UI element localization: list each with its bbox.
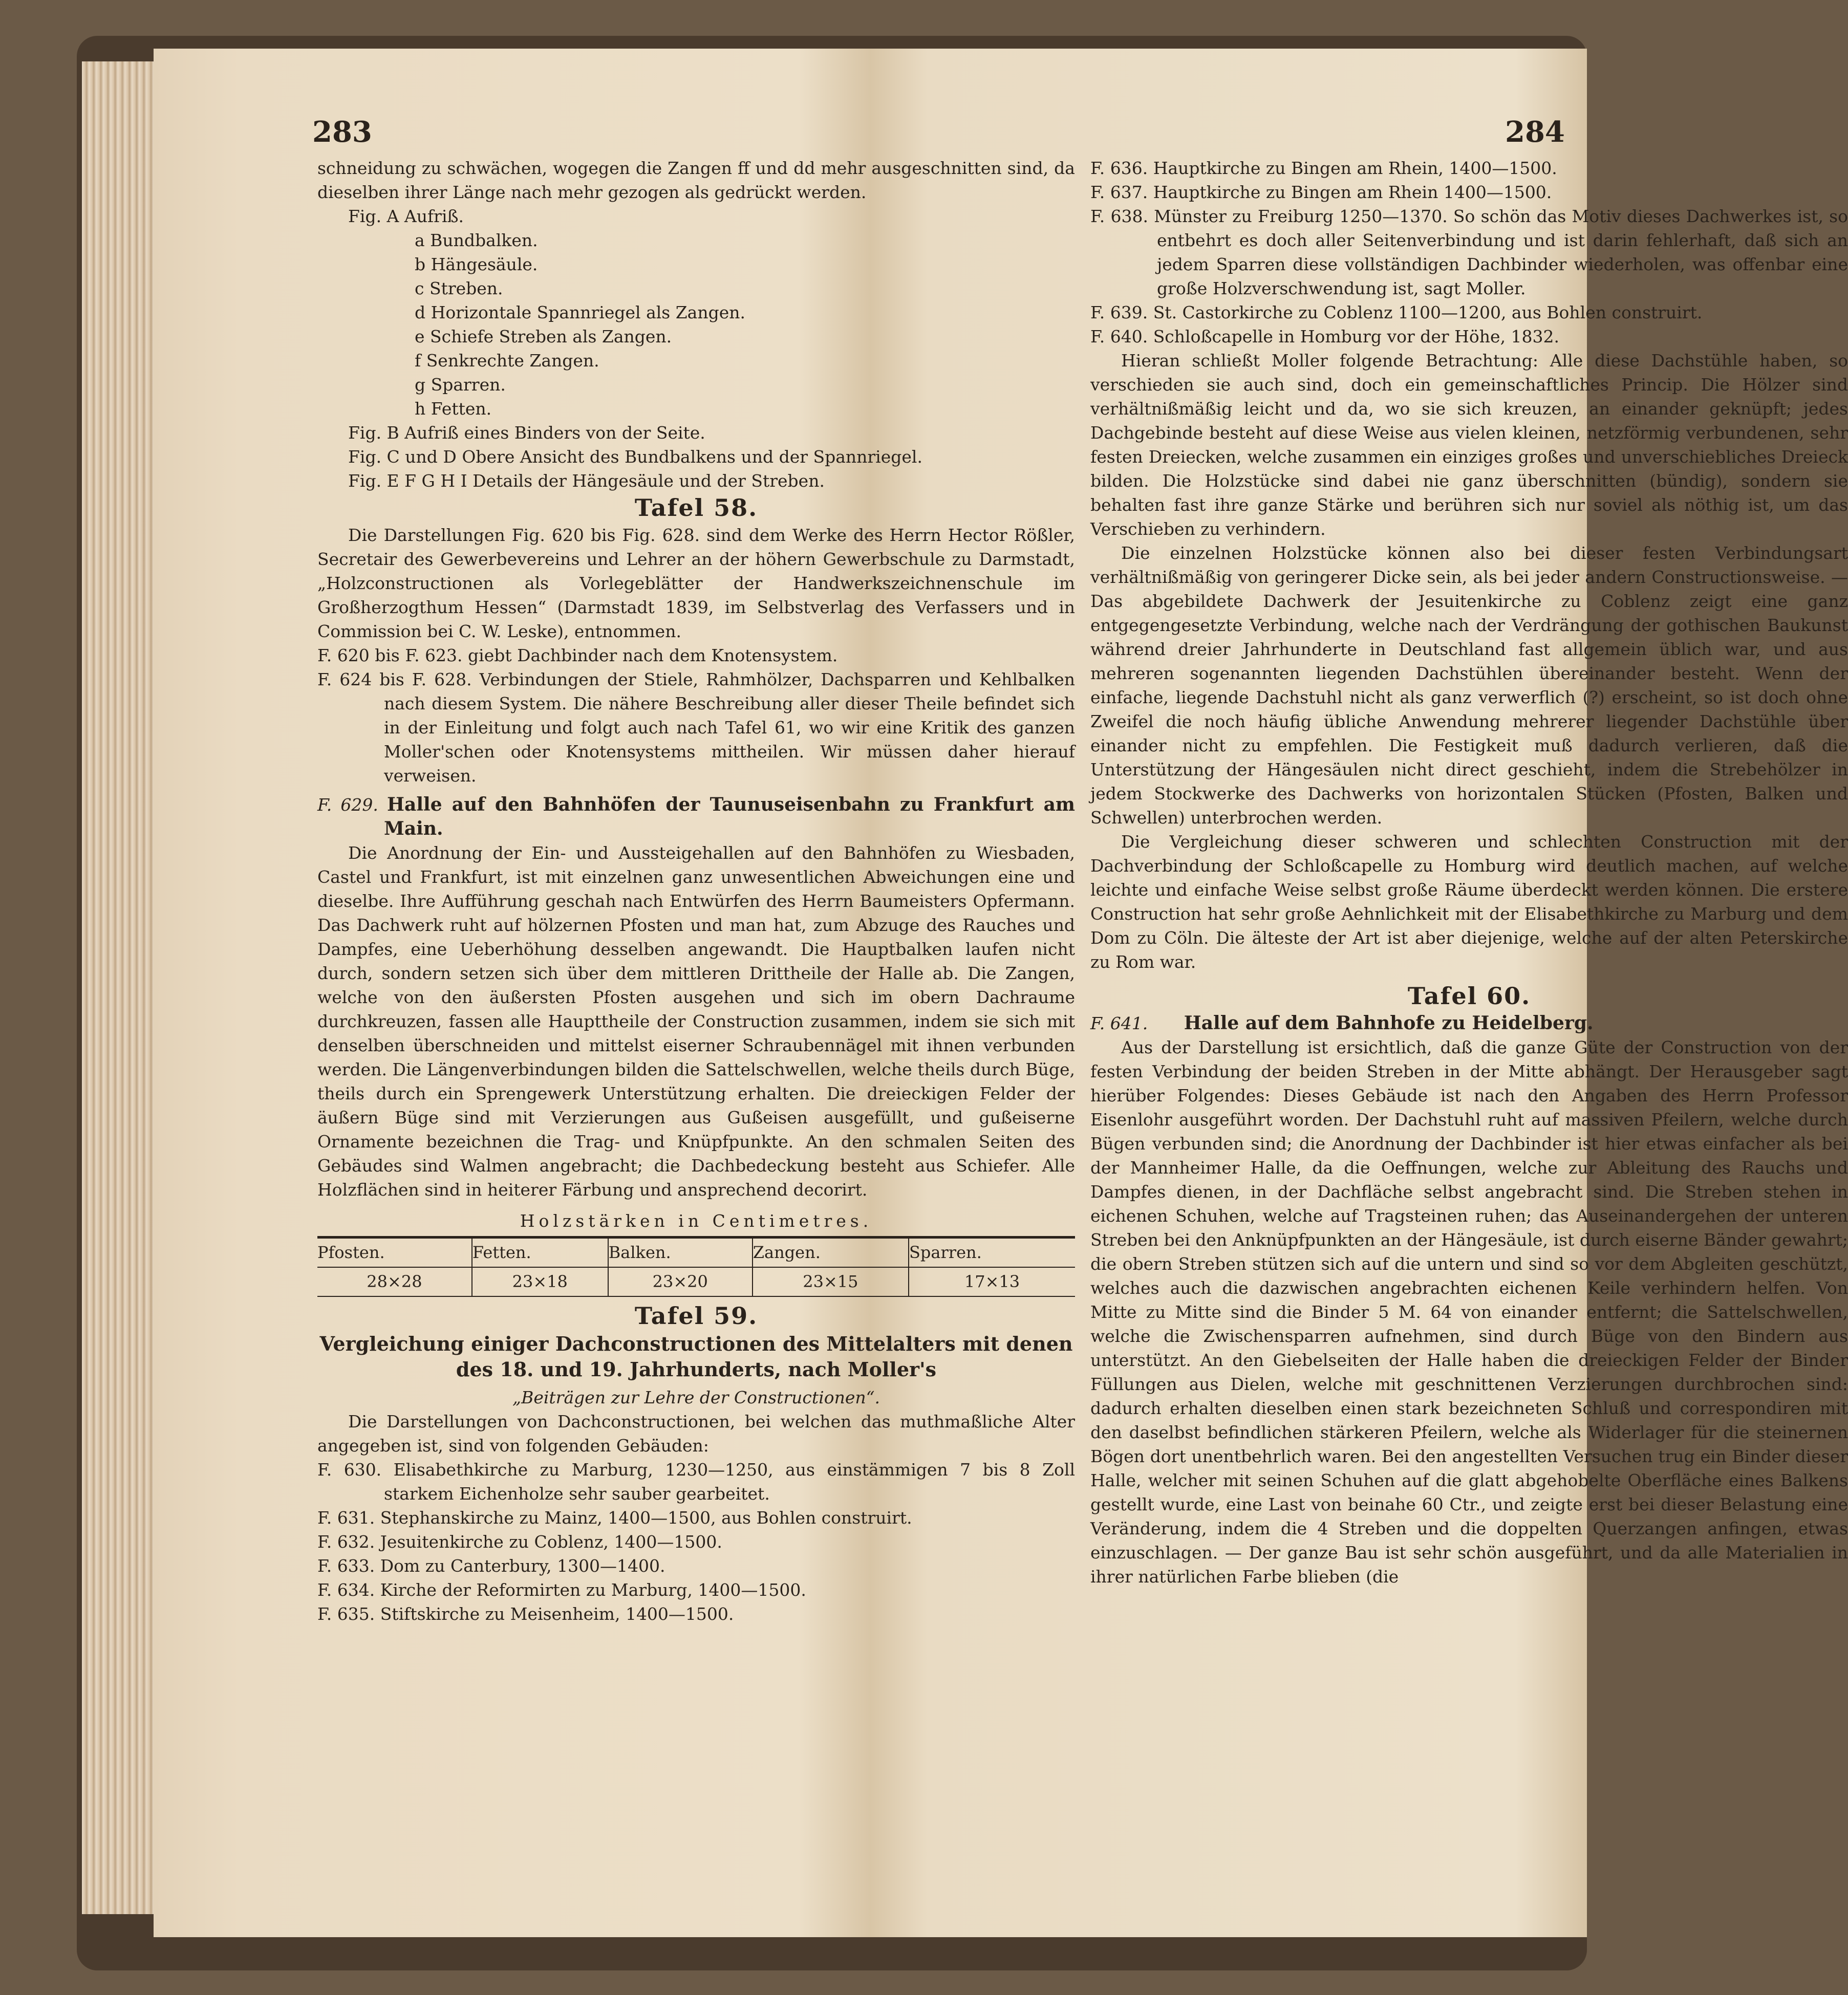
figure-entry: F. 631. Stephanskirche zu Mainz, 1400—1500, aus Bohlen construirt. (317, 1508, 912, 1528)
table-cell: 23×15 (753, 1267, 909, 1296)
figure-caption: Fig. E F G H I Details der Hängesäule und der Streben. (348, 471, 825, 491)
section-subheading: „Beiträgen zur Lehre der Constructionen“. (512, 1387, 880, 1407)
section-heading: Vergleichung einiger Dachconstructionen des Mittelalters mit denen des 18. und 19. Jahrhunderts, nach Moller's (319, 1332, 1073, 1381)
figure-entry: F. 630. Elisabethkirche zu Marburg, 1230—1250, aus einstämmigen 7 bis 8 Zoll starkem Eichenholze sehr sauber gearbeitet. (317, 1460, 1075, 1504)
paragraph: schneidung zu schwächen, wogegen die Zangen ff und dd mehr ausgeschnitten sind, da dieselben ihrer Länge nach mehr gezogen als gedrückt werden. (317, 158, 1075, 202)
left-column (317, 156, 1075, 1626)
timber-dimensions-table (317, 1236, 1075, 1297)
plate-heading: Tafel 59. (634, 1302, 758, 1330)
section-heading: Halle auf den Bahnhöfen der Taunuseisenbahn zu Frankfurt am Main. (384, 794, 1075, 839)
page-number-left: 283 (312, 115, 372, 149)
plate-heading: Tafel 60. (1407, 982, 1531, 1010)
table-row (317, 1267, 1075, 1296)
legend-item: c Streben. (415, 278, 503, 298)
table-cell: 23×18 (472, 1267, 608, 1296)
paragraph: Hieran schließt Moller folgende Betrachtung: Alle diese Dachstühle haben, so verschieden sie auch sind, doch ein gemeinschaftliches Princip. Die Hölzer sind verhältnißmäßig leicht und da, wo sie sich kreuzen, an einander geknüpft; jedes Dachgebinde besteht auf diese Weise aus vielen kleinen, netzförmig verbundenen, sehr festen Dreiecken, welche zusammen ein einziges großes und unverschiebliches Dreieck bilden. Die Holzstücke sind dabei nie ganz überschnitten (bündig), sondern sie behalten fast ihre ganze Stärke und berühren sich nur soviel als nöthig ist, um das Verschieben zu verhindern. (1090, 351, 1848, 539)
figure-entry-heading (317, 793, 1075, 841)
table-header: Balken. (608, 1238, 753, 1268)
paragraph: Die Darstellungen Fig. 620 bis Fig. 628. sind dem Werke des Herrn Hector Rößler, Secretair des Gewerbevereins und Lehrer an der höhern Gewerbschule zu Darmstadt, „Holzconstructionen als Vorlegeblätter der Handwerkszeichnenschule im Großherzogthum Hessen“ (Darmstadt 1839, im Selbstverlag des Verfassers und in Commission bei C. W. Leske), entnommen. (317, 525, 1075, 641)
legend-item: b Hängesäule. (415, 254, 538, 274)
figure-entry: F. 633. Dom zu Canterbury, 1300—1400. (317, 1556, 665, 1576)
legend-item: d Horizontale Spannriegel als Zangen. (415, 302, 745, 322)
table-cell: 23×20 (608, 1267, 753, 1296)
paragraph: Die Vergleichung dieser schweren und schlechten Construction mit der Dachverbindung der Schloßcapelle zu Homburg wird deutlich machen, auf welche leichte und einfache Weise selbst große Räume überdeckt werden können. Die erstere Construction hat sehr große Aehnlichkeit mit der Elisabethkirche zu Marburg und dem Dom zu Cöln. Die älteste der Art ist aber diejenige, welche auf der alten Peterskirche zu Rom war. (1090, 832, 1848, 972)
legend-item: a Bundbalken. (415, 230, 538, 250)
figure-caption: Fig. B Aufriß eines Binders von der Seite. (348, 423, 705, 443)
figure-entry: F. 637. Hauptkirche zu Bingen am Rhein 1400—1500. (1090, 182, 1552, 202)
figure-entry: F. 634. Kirche der Reformirten zu Marburg, 1400—1500. (317, 1580, 806, 1600)
figure-caption: Fig. C und D Obere Ansicht des Bundbalkens und der Spannriegel. (348, 447, 922, 467)
paragraph: Die Anordnung der Ein- und Aussteigehallen auf den Bahnhöfen zu Wiesbaden, Castel und Frankfurt, ist mit einzelnen ganz unwesentlichen Abweichungen eine und dieselbe. Ihre Aufführung geschah nach Entwürfen des Herrn Baumeisters Opfermann. Das Dachwerk ruht auf hölzernen Pfosten und man hat, zum Abzuge des Rauches und Dampfes, eine Ueberhöhung desselben angewandt. Die Hauptbalken laufen nicht durch, sondern setzen sich über dem mittleren Drittheile der Halle ab. Die Zangen, welche von den äußersten Pfosten ausgehen und sich im obern Dachraume durchkreuzen, fassen alle Haupttheile der Construction zusammen, indem sie sich mit denselben überschneiden und mittelst eiserner Schraubennägel mit ihnen verbunden werden. Die Längenverbindungen bilden die Sattelschwellen, welche theils durch Büge, theils durch ein Sprengewerk Unterstützung erhalten. Die dreieckigen Felder der äußern Büge sind mit Verzierungen aus Gußeisen ausgefüllt, und gußeiserne Ornamente bezeichnen die Trag- und Knüpfpunkte. An den schmalen Seiten des Gebäudes sind Walmen angebracht; die Dachbedeckung besteht aus Schiefer. Alle Holzflächen sind in heiterer Färbung und ansprechend decorirt. (317, 843, 1075, 1200)
plate-heading: Tafel 58. (634, 494, 758, 522)
figure-entry: F. 640. Schloßcapelle in Homburg vor der Höhe, 1832. (1090, 327, 1560, 346)
book-spread (154, 49, 1848, 1937)
figure-entry: F. 635. Stiftskirche zu Meisenheim, 1400—1500. (317, 1604, 734, 1624)
table-header: Sparren. (909, 1238, 1075, 1268)
figure-entry: F. 639. St. Castorkirche zu Coblenz 1100—1200, aus Bohlen construirt. (1090, 302, 1703, 322)
legend-item: e Schiefe Streben als Zangen. (415, 327, 672, 346)
table-header: Zangen. (753, 1238, 909, 1268)
figure-entry: F. 636. Hauptkirche zu Bingen am Rhein, 1400—1500. (1090, 158, 1557, 178)
legend-item: f Senkrechte Zangen. (415, 351, 599, 371)
table-cell: 28×28 (317, 1267, 472, 1296)
legend-item: h Fetten. (415, 399, 492, 419)
paragraph: Aus der Darstellung ist ersichtlich, daß die ganze Güte der Construction von der festen Verbindung der beiden Streben in der Mitte abhängt. Der Herausgeber sagt hierüber Folgendes: Dieses Gebäude ist nach den Angaben des Herrn Professor Eisenlohr ausgeführt worden. Der Dachstuhl ruht auf massiven Pfeilern, welche durch Bügen verbunden sind; die Anordnung der Dachbinder ist hier etwas einfacher als bei der Mannheimer Halle, da die Oeffnungen, welche zur Ableitung des Rauchs und Dampfes dienen, in der Dachfläche selbst angebracht sind. Die Streben stehen in eichenen Schuhen, welche auf Tragsteinen ruhen; das Auseinandergehen der unteren Streben bei den Anknüpfpunkten an der Hängesäule, ist durch eiserne Bänder gewahrt; die obern Streben stützen sich auf die untern und sind so vor dem Abgleiten geschützt, welches auch die dazwischen angebrachten eichenen Keile verhindern helfen. Von Mitte zu Mitte sind die Binder 5 M. 64 von einander entfernt; die Sattelschwellen, welche die Zwischensparren aufnehmen, sind durch Büge von den Bindern aus unterstützt. An den Giebelseiten der Halle haben die dreieckigen Felder der Binder Füllungen aus Dielen, welche mit geschnittenen Verzierungen durchbrochen sind: dadurch erhalten dieselben einen stark bezeichneten Schluß und correspondiren mit den daselbst befindlichen stärkeren Pfeilern, welche als Widerlager für die steinernen Bögen dort unentbehrlich waren. Bei den angestellten Versuchen trug ein Binder dieser Halle, welcher mit seinen Schuhen auf die glatt abgehobelte Oberfläche eines Balkens gestellt wurde, eine Last von beinahe 60 Ctr., und zeigte erst bei dieser Belastung eine Veränderung, indem die 4 Streben und die doppelten Querzangen anfingen, etwas einzuschlagen. — Der ganze Bau ist sehr schön ausgeführt, und da alle Materialien in ihrer natürlichen Farbe blieben (die (1090, 1037, 1848, 1587)
figure-label: F. 629. (317, 795, 378, 815)
page-edges (82, 61, 159, 1914)
figure-entry-heading (1090, 1011, 1848, 1035)
paragraph: Die einzelnen Holzstücke können also bei dieser festen Verbindungsart verhältnißmäßig von geringerer Dicke sein, als bei jeder andern Constructionsweise. — Das abgebildete Dachwerk der Jesuitenkirche zu Coblenz zeigt eine ganz entgegengesetzte Verbindung, welche nach der Verdrängung der gothischen Baukunst während dreier Jahrhunderte in Deutschland fast allgemein üblich war, und aus mehreren sogenannten liegenden Dachstühlen übereinander besteht. Wenn der einfache, liegende Dachstuhl nicht als ganz verwerflich (?) erscheint, so ist doch ohne Zweifel die noch häufig übliche Anwendung mehrerer liegender Dachstühle über einander nicht zu empfehlen. Die Festigkeit muß dadurch verlieren, daß die Unterstützung der Hängesäulen nicht direct geschieht, indem die Strebehölzer in jedem Stockwerke des Dachwerks von horizontalen Stücken (Pfosten, Balken und Schwellen) unterbrochen werden. (1090, 543, 1848, 828)
page-number-right: 284 (1505, 115, 1565, 149)
table-cell: 17×13 (909, 1267, 1075, 1296)
table-header: Fetten. (472, 1238, 608, 1268)
figure-entry: F. 620 bis F. 623. giebt Dachbinder nach dem Knotensystem. (317, 645, 838, 665)
legend-item: g Sparren. (415, 375, 506, 395)
right-column (1090, 156, 1848, 1589)
figure-caption: Fig. A Aufriß. (348, 206, 464, 226)
table-header: Pfosten. (317, 1238, 472, 1268)
table-title: Holzstärken in Centimetres. (520, 1211, 873, 1231)
paragraph: Die Darstellungen von Dachconstructionen, bei welchen das muthmaßliche Alter angegeben ist, sind von folgenden Gebäuden: (317, 1412, 1075, 1456)
figure-label: F. 641. (1090, 1013, 1148, 1033)
figure-entry: F. 638. Münster zu Freiburg 1250—1370. So schön das Motiv dieses Dachwerkes ist, so entbehrt es doch aller Seitenverbindung und ist darin fehlerhaft, daß sich an jedem Sparren diese vollständigen Dachbinder wiederholen, was offenbar eine große Holzverschwendung ist, sagt Moller. (1090, 206, 1848, 298)
figure-entry: F. 624 bis F. 628. Verbindungen der Stiele, Rahmhölzer, Dachsparren und Kehlbalken nach diesem System. Die nähere Beschreibung aller dieser Theile befindet sich in der Einleitung und folgt auch nach Tafel 61, wo wir eine Kritik des ganzen Moller'schen oder Knotensystems mittheilen. Wir müssen daher hierauf verweisen. (317, 669, 1075, 786)
figure-entry: F. 632. Jesuitenkirche zu Coblenz, 1400—1500. (317, 1532, 722, 1552)
section-heading: Halle auf dem Bahnhofe zu Heidelberg. (1184, 1012, 1594, 1034)
table-header-row (317, 1238, 1075, 1268)
